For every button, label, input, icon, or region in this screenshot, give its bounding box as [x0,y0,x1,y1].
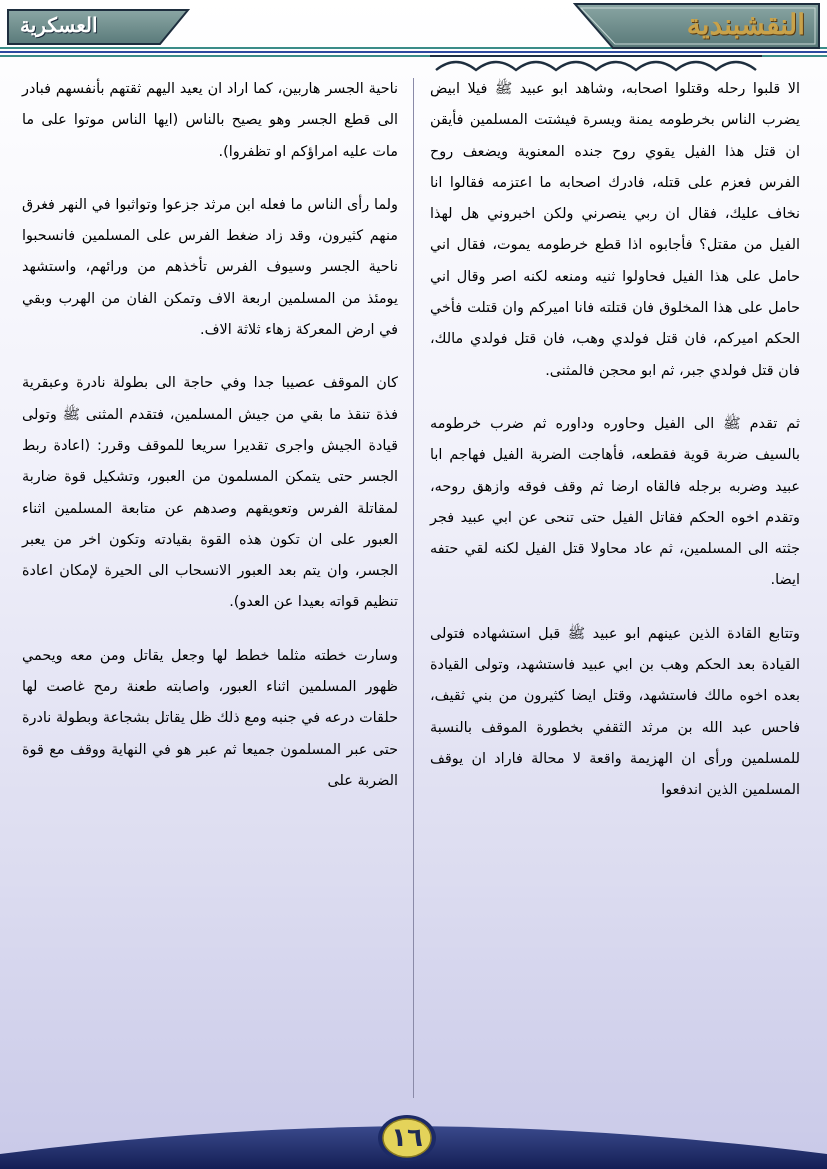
category-title: العسكرية [20,13,98,37]
decorative-arches [430,52,762,72]
page-number-badge [376,1113,438,1163]
article-column-left [22,74,398,797]
paragraph: ثم تقدم ﷺ الى الفيل وحاوره وداوره ثم ضرب خرطومه بالسيف ضربة قوية فقطعه، فأهاجت الضربة الفيل فهاجم ابا عبيد وضربه برجله فالقاه ارضا ثم وقف فوقه وازهق روحه، وتقدم اخوه الحكم فقاتل الفيل حتى تنحى عن ابي عبيد فجر جثته الى المسلمين، ثم عاد محاولا قتل الفيل لكنه لقي حتفه ايضا. [430,415,800,589]
paragraph: ولما رأى الناس ما فعله ابن مرثد جزعوا وتواثبوا في النهر فغرق منهم كثيرون، وقد زاد ضغط الفرس على المسلمين فانسحبوا ناحية الجسر وسيوف الفرس تأخذهم من ورائهم، واستشهد يومئذ من المسلمين اربعة الاف وتمكن الفان من الهرب وبقي في ارض المعركة زهاء ثلاثة الاف. [22,196,398,339]
paragraph: ناحية الجسر هاربين، كما اراد ان يعيد اليهم ثقتهم بأنفسهم فبادر الى قطع الجسر وهو يصيح بالناس (ايها الناس موتوا على ما مات عليه امراؤكم او تظفروا). [22,81,398,160]
section-title: النقشبندية [686,8,805,41]
paragraph: كان الموقف عصيبا جدا وفي حاجة الى بطولة نادرة وعبقرية فذة تنقذ ما بقي من جيش المسلمين، فتقدم المثنى ﷺ وتولى قيادة الجيش واجرى تقديرا سريعا للموقف وقرر: (اعادة ربط الجسر حتى يتمكن المسلمون من العبور، وتشكيل قوة ضاربة لمقاتلة الفرس وتعويقهم وصدهم عن متابعة المسلمين اثناء العبور على ان تكون هذه القوة بقيادته وتكون اخر من يعبر الجسر، وان يتم بعد العبور الانسحاب الى الحيرة لإمكان اعادة تنظيم قواته بعيدا عن العدو). [22,375,398,611]
paragraph: وتتابع القادة الذين عينهم ابو عبيد ﷺ قبل استشهاده فتولى القيادة بعد الحكم وهب بن ابي عبيد فاستشهد، وتولى القيادة بعده اخوه مالك فاستشهد، وقتل ايضا كثيرون من بني ثقيف، فاحس عبد الله بن مرثد الثقفي بخطورة الموقف بالنسبة للمسلمين ورأى ان الهزيمة واقعة لا محالة فاراد ان يوقف المسلمين الذين اندفعوا [430,625,800,799]
column-divider [413,78,414,1098]
category-badge [6,8,190,46]
article-column-right [430,74,800,807]
section-title-badge [573,2,823,50]
page-number: ١٦ [391,1123,423,1153]
paragraph: وسارت خطته مثلما خطط لها وجعل يقاتل ومن معه ويحمي ظهور المسلمين اثناء العبور، واصابته طعنة رمح غاصت لها حلقات درعه في جنبه ومع ذلك ظل يقاتل بشجاعة وبطولة نادرة حتى عبر المسلمون جميعا ثم عبر هو في النهاية ووقف مع قوة الضربة على [22,647,398,789]
paragraph: الا قلبوا رحله وقتلوا اصحابه، وشاهد ابو عبيد ﷺ فيلا ابيض يضرب الناس بخرطومه يمنة ويسرة فيشتت المسلمين فأيقن ان قتل هذا الفيل يقوي روح جنده المعنوية ويضعف روح الفرس فعزم على قتله، فادرك اصحابه ما اعتزمه فقالوا انا نخاف عليك، فقال ان ربي ينصرني ولكن اخبروني هل لهذا الفيل من مقتل؟ فأجابوه اذا قطع خرطومه يموت، فقال اني حامل على هذا الفيل فحاولوا ثنيه ومنعه لكنه اصر وقال اني حامل على هذا المخلوق فان قتلته فانا اميركم وان قتلت فأخي الحكم اميركم، فان قتل فولدي وهب، فان قتل فولدي مالك، فان قتل فولدي جبر، ثم ابو محجن فالمثنى. [430,81,800,379]
